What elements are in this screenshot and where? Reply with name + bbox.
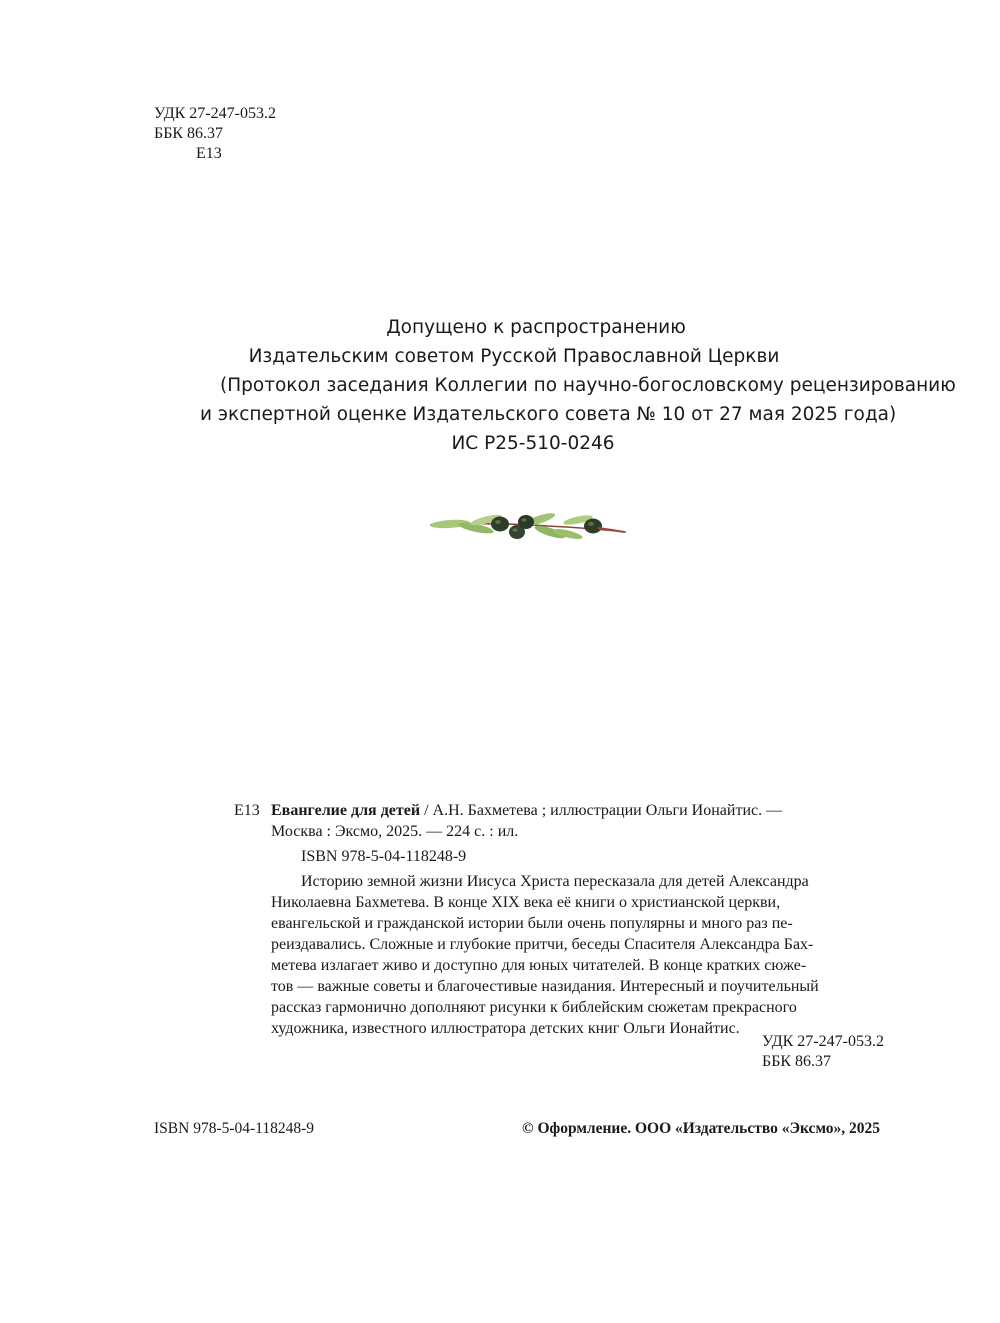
top-library-codes bbox=[154, 104, 276, 164]
bibliographic-record bbox=[234, 800, 906, 1039]
footer-isbn: ISBN 978-5-04-118248-9 bbox=[154, 1120, 315, 1137]
approval-line-3: (Протокол заседания Коллегии по научно-богословскому рецензированию bbox=[220, 375, 956, 396]
bbk-code: ББК 86.37 bbox=[154, 125, 224, 142]
approval-statement bbox=[150, 313, 956, 458]
bbk-code-bottom: ББК 86.37 bbox=[762, 1053, 832, 1070]
copyright-notice: © Оформление. ООО «Издательство «Эксмо», 2025 bbox=[522, 1120, 881, 1137]
approval-line-1: Допущено к распространению bbox=[386, 317, 686, 338]
annotation-line: Николаевна Бахметева. В конце XIX века её книги о христианской церкви, bbox=[271, 894, 781, 911]
udk-code-bottom: УДК 27-247-053.2 bbox=[762, 1033, 884, 1050]
annotation-line: метева излагает живо и доступно для юных читателей. В конце кратких сюже- bbox=[271, 957, 807, 974]
annotation-line: евангельской и гражданской истории были очень популярны и много раз пе- bbox=[271, 915, 793, 932]
biblio-isbn: ISBN 978-5-04-118248-9 bbox=[301, 848, 467, 865]
biblio-imprint: Москва : Эксмо, 2025. — 224 с. : ил. bbox=[271, 823, 519, 840]
olive-branch-icon bbox=[428, 508, 628, 548]
biblio-code: Е13 bbox=[234, 802, 260, 819]
biblio-responsibility: / А.Н. Бахметева ; иллюстрации Ольги Ионайтис. — bbox=[420, 802, 783, 819]
annotation-line: тов — важные советы и благочестивые назидания. Интересный и поучительный bbox=[271, 978, 819, 995]
annotation-line: реиздавались. Сложные и глубокие притчи, беседы Спасителя Александра Бах- bbox=[271, 936, 814, 953]
approval-number: ИС Р25-510-0246 bbox=[451, 433, 615, 454]
book-title: Евангелие для детей bbox=[271, 802, 421, 819]
udk-code: УДК 27-247-053.2 bbox=[154, 105, 276, 122]
annotation-line: художника, известного иллюстратора детских книг Ольги Ионайтис. bbox=[271, 1020, 740, 1037]
bottom-library-codes bbox=[762, 1032, 884, 1072]
approval-line-2: Издательским советом Русской Православной Церкви bbox=[248, 346, 780, 367]
biblio-first-line bbox=[234, 800, 906, 821]
annotation-line: Историю земной жизни Иисуса Христа пересказала для детей Александра bbox=[301, 873, 809, 890]
author-mark: Е13 bbox=[196, 145, 222, 162]
annotation-line: рассказ гармонично дополняют рисунки к библейским сюжетам прекрасного bbox=[271, 999, 797, 1016]
annotation bbox=[234, 871, 906, 1039]
approval-line-4: и экспертной оценке Издательского совета № 10 от 27 мая 2025 года) bbox=[200, 404, 897, 425]
